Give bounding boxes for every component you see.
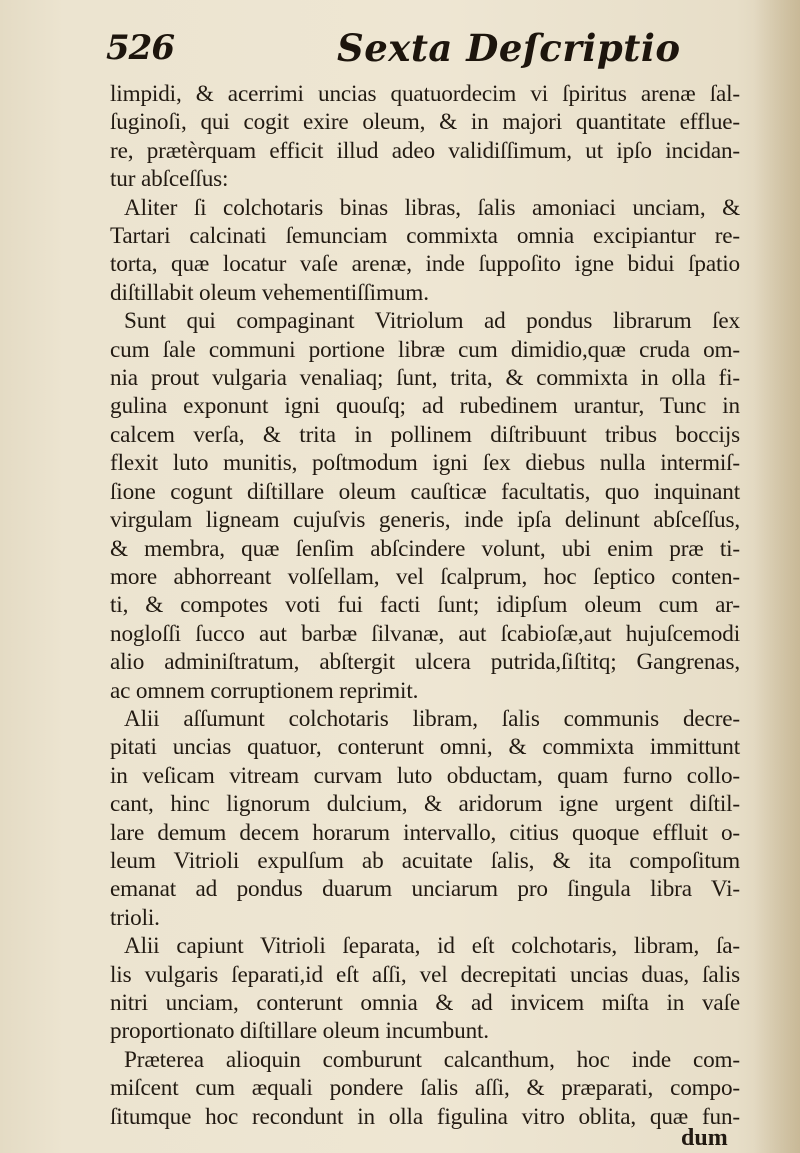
text-line: trioli. — [110, 904, 160, 931]
paragraph-1 — [110, 80, 740, 194]
text-line: gulina exponunt igni quouſq; ad rubedinem urantur, Tunc in — [110, 393, 740, 420]
text-line: nitri unciam, conterunt omnia & ad invicem miſta in vaſe — [110, 990, 740, 1016]
text-line: Aliter ſi colchotaris binas libras, ſalis amoniaci unciam, & — [124, 194, 740, 221]
text-line: nia prout vulgaria venaliaq; ſunt, trita, & commixta in olla fi- — [110, 365, 740, 392]
text-line: Alii aſſumunt colchotaris libram, ſalis communis decre- — [124, 705, 740, 732]
paragraph-2 — [110, 194, 740, 308]
text-line: ac omnem corruptionem reprimit. — [110, 677, 419, 704]
paragraph-3 — [110, 307, 740, 705]
text-line: emanat ad pondus duarum unciarum pro ſingula libra Vi- — [110, 876, 740, 903]
text-line: ſione cogunt diſtillare oleum cauſticæ facultatis, quo inquinant — [110, 478, 740, 505]
page-number: 526 — [106, 28, 174, 68]
text-line: cant, hinc lignorum dulcium, & aridorum igne urgent diſtil- — [110, 791, 740, 818]
paragraph-4 — [110, 705, 740, 932]
text-line: lis vulgaris ſeparati,id eſt aſſi, vel decrepitati uncias duas, ſalis — [110, 961, 740, 988]
text-line: ſuginoſi, qui cogit exire oleum, & in majori quantitate efflue- — [110, 109, 740, 136]
text-line: calcem verſa, & trita in pollinem diſtribuunt tribus boccijs — [110, 421, 740, 448]
text-line: re, prætèrquam efficit illud adeo validiſſimum, ut ipſo incidan- — [110, 137, 740, 164]
text-line: leum Vitrioli expulſum ab acuitate ſalis, & ita compoſitum — [110, 847, 740, 874]
running-head: Sexta Deſcriptio — [337, 26, 681, 70]
paragraph-5 — [110, 932, 740, 1046]
text-line: in veſicam vitream curvam luto obductam, quam furno collo- — [110, 762, 740, 789]
text-line: more abhorreant volſellam, vel ſcalprum, hoc ſeptico conten- — [110, 563, 740, 590]
paragraph-6 — [110, 1046, 740, 1131]
text-line: miſcent cum æquali pondere ſalis aſſi, & præparati, compo- — [110, 1075, 740, 1102]
text-line: limpidi, & acerrimi uncias quatuordecim vi ſpiritus arenæ ſal- — [110, 81, 740, 107]
text-line: pitati uncias quatuor, conterunt omni, & commixta immittunt — [110, 734, 740, 761]
text-line: diſtillabit oleum vehementiſſimum. — [110, 279, 429, 306]
text-line: Sunt qui compaginant Vitriolum ad pondus librarum ſex — [124, 308, 740, 335]
text-line: Tartari calcinati ſemunciam commixta omnia excipiantur re- — [110, 223, 740, 250]
text-line: ti, & compotes voti fui facti ſunt; idipſum oleum cum ar- — [110, 592, 740, 619]
text-line: flexit luto munitis, poſtmodum igni ſex diebus nulla intermiſ- — [110, 450, 740, 477]
text-line: torta, quæ locatur vaſe arenæ, inde ſuppoſito igne bidui ſpatio — [110, 251, 740, 278]
text-line: nogloſſi ſucco aut barbæ ſilvanæ, aut ſcabioſæ,aut hujuſcemodi — [110, 620, 740, 647]
text-line: ſitumque hoc recondunt in olla figulina vitro oblita, quæ fun- — [110, 1103, 740, 1130]
text-line: cum ſale communi portione libræ cum dimidio,quæ cruda om- — [110, 336, 740, 363]
text-line: lare demum decem horarum intervallo, citius quoque effluit o- — [110, 819, 740, 846]
catchword: dum — [681, 1125, 728, 1151]
text-line: virgulam ligneam cujuſvis generis, inde ipſa delinunt abſceſſus, — [110, 507, 740, 534]
page-edge-shadow — [754, 0, 800, 1153]
text-line: Præterea alioquin comburunt calcanthum, hoc inde com- — [124, 1046, 740, 1073]
text-line: proportionato diſtillare oleum incumbunt. — [110, 1018, 489, 1045]
text-line: tur abſceſſus: — [110, 166, 229, 193]
text-body — [110, 80, 740, 1131]
text-line: Alii capiunt Vitrioli ſeparata, id eſt colchotaris, libram, ſa- — [124, 933, 740, 960]
page-header — [0, 18, 800, 78]
text-line: alio adminiſtratum, abſtergit ulcera putrida,ſiſtitq; Gangrenas, — [110, 649, 740, 676]
text-line: & membra, quæ ſenſim abſcindere volunt, ubi enim præ ti- — [110, 535, 740, 562]
